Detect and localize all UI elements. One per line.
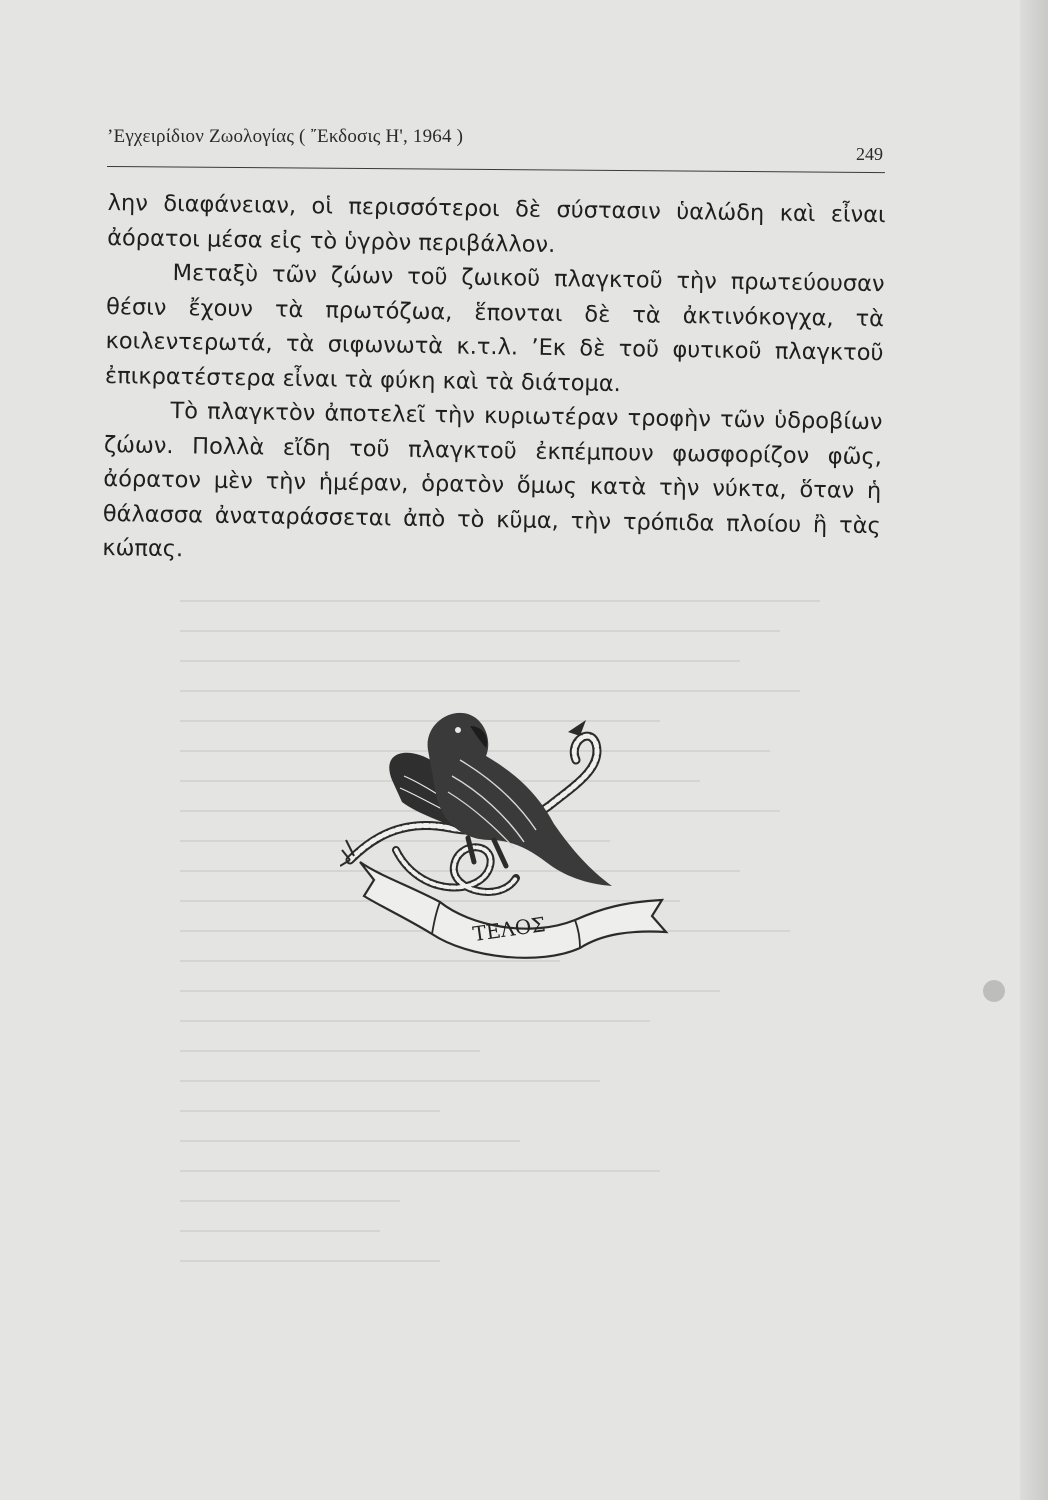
- paragraph-1: λην διαφάνειαν, οἱ περισσότεροι δὲ σύστασιν ὑαλώδη καὶ εἶναι ἀόρατοι μέσα εἰς τὸ ὑγρὸν περιβάλλον.: [106, 189, 886, 258]
- eagle-and-serpent-icon: [340, 690, 680, 970]
- header-rule: [107, 166, 885, 173]
- banner-text: ΤΕΛΟΣ: [471, 912, 547, 947]
- book-title: ’Εγχειρίδιον Ζωολογίας ( ῎Εκδοσις Η', 1964 ): [107, 126, 464, 147]
- paper-stain: [983, 980, 1005, 1002]
- page-edge-shadow: [1020, 0, 1048, 1500]
- paragraph-3: Τὸ πλαγκτὸν ἀποτελεῖ τὴν κυριωτέραν τροφὴν τῶν ὑδροβίων ζώων. Πολλὰ εἴδη τοῦ πλαγκτοῦ ἐκπέμπουν φωσφορίζον φῶς, ἀόρατον μὲν τὴν ἡμέραν, ὁρατὸν ὅμως κατὰ τὴν νύκτα, ὅταν ἡ θάλασσα ἀναταράσσεται ἀπὸ τὸ κῦμα, τὴν τρόπιδα πλοίου ἢ τὰς κώπας.: [102, 398, 883, 563]
- body-text: [102, 186, 886, 578]
- paragraph-2: Μεταξὺ τῶν ζώων τοῦ ζωικοῦ πλαγκτοῦ τὴν πρωτεύουσαν θέσιν ἔχουν τὰ πρωτόζωα, ἕπονται δὲ τὰ ἀκτινόκογχα, τὰ κοιλεντερωτά, τὰ σιφωνωτὰ κ.τ.λ. ’Εκ δὲ τοῦ φυτικοῦ πλαγκτοῦ ἐπικρατέστερα εἶναι τὰ φύκη καὶ τὰ διάτομα.: [104, 260, 885, 397]
- page-number: 249: [856, 144, 883, 164]
- running-header: [107, 126, 885, 174]
